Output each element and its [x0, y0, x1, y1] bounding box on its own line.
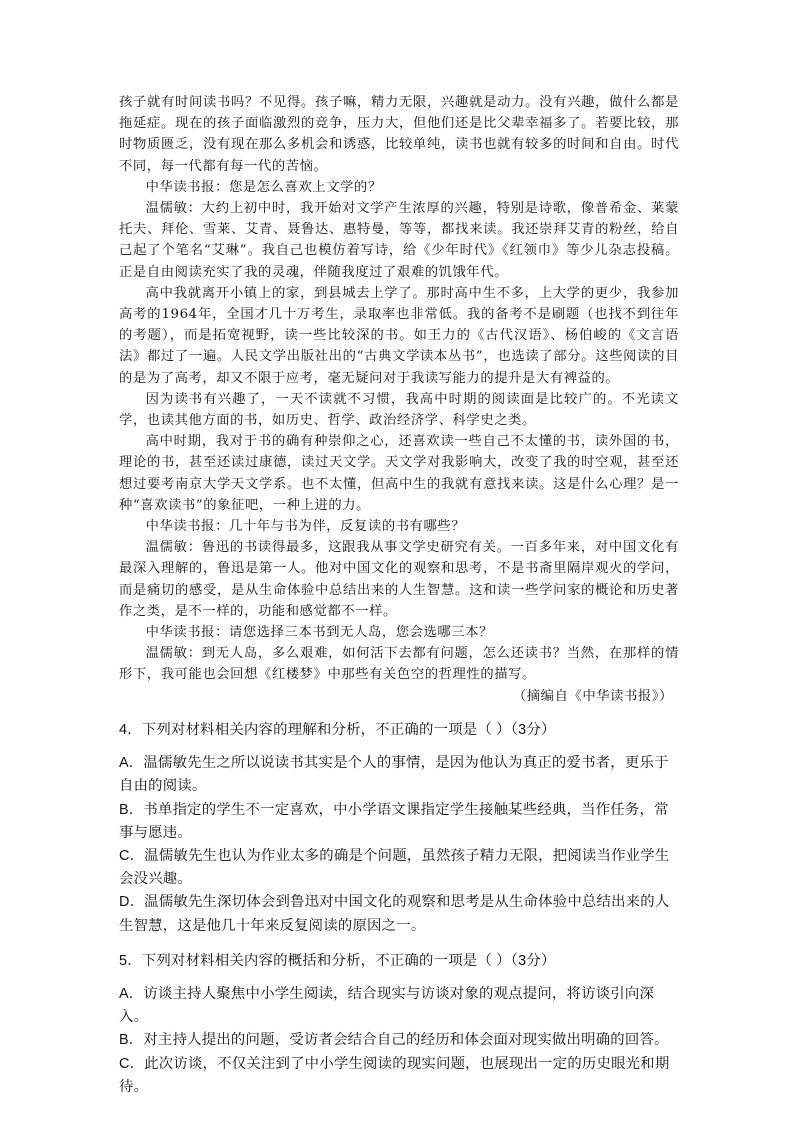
question-stem: 5．下列对材料相关内容的概括和分析，不正确的一项是（ ）（3分） [119, 952, 556, 969]
passage-paragraph: 高中我就离开小镇上的家，到县城去上学了。那时高中生不多，上大学的更少，我参加高考的1964年，全国才几十万考生，录取率也非常低。我的备考不是刷题（也找不到往年的考题），而是拓宽视野，读一些比较深的书。如王力的《古代汉语》、杨伯峻的《文言语法》都过了一遍。人民文学出版社出的“古典文学读本丛书”，也选读了部分。这些阅读的目的是为了高考，却又不限于应考，毫无疑问对于我读写能力的提升是大有裨益的。 [119, 285, 679, 386]
passage-source: （摘编自《中华读书报》） [512, 688, 673, 704]
question-section [119, 719, 679, 1099]
option-a: A．温儒敏先生之所以说读书其实是个人的事情，是因为他认为真正的爱书者，更乐于自由的阅读。 [119, 755, 669, 795]
question-stem: 4．下列对材料相关内容的理解和分析，不正确的一项是（ ）（3分） [119, 721, 556, 738]
option-b: B．书单指定的学生不一定喜欢，中小学语文课指定学生接触某些经典，当作任务，常事与愿违。 [119, 801, 669, 841]
option-d: D．温儒敏先生深切体会到鲁迅对中国文化的观察和思考是从生命体验中总结出来的人生智慧，这是他几十年来反复阅读的原因之一。 [119, 894, 670, 934]
interview-question: 中华读书报：请您选择三本书到无人岛，您会选哪三本？ [145, 625, 494, 641]
interview-answer: 温儒敏：鲁迅的书读得最多，这跟我从事文学史研究有关。一百多年来，对中国文化有最深入理解的，鲁迅是第一人。他对中国文化的观察和思考，不是书斋里隔岸观火的学问，而是痛切的感受，是从生命体验中总结出来的人生智慧。这和读一些学问家的概论和历史著作之类，是不一样的，功能和感觉都不一样。 [119, 540, 679, 619]
interview-answer: 温儒敏：大约上初中时，我开始对文学产生浓厚的兴趣，特别是诗歌，像普希金、莱蒙托夫、拜伦、雪莱、艾青、聂鲁达、惠特曼，等等，都找来读。我还崇拜艾青的粉丝，给自己起了个笔名“艾琳”。我自己也模仿着写诗，给《少年时代》《红领巾》等少儿杂志投稿。正是自由阅读充实了我的灵魂，伴随我度过了艰难的饥饿年代。 [119, 201, 679, 280]
option-a: A．访谈主持人聚焦中小学生阅读，结合现实与访谈对象的观点提问，将访谈引向深入。 [119, 985, 655, 1026]
interview-question: 中华读书报：几十年与书为伴，反复读的书有哪些？ [145, 519, 466, 535]
passage-paragraph: 高中时期，我对于书的确有种崇仰之心，还喜欢读一些自己不太懂的书，读外国的书，理论的书，甚至还读过康德，读过天文学。天文学对我影响大，改变了我的时空观，甚至还想过要考南京大学天文学系。也不太懂，但高中生的我就有意找来读。这是什么心理？是一种“喜欢读书”的象征吧，一种上进的力。 [119, 434, 679, 513]
question-5 [119, 950, 679, 1099]
option-c: C．此次访谈，不仅关注到了中小学生阅读的现实问题，也展现出一定的历史眼光和期待。 [119, 1055, 670, 1095]
interview-answer: 温儒敏：到无人岛，多么艰难，如何活下去都有问题，怎么还读书？当然，在那样的情形下，我可能也会回想《红楼梦》中那些有关色空的哲理性的描写。 [119, 646, 679, 683]
document-page [119, 92, 679, 1111]
passage-paragraph: 因为读书有兴趣了，一天不读就不习惯，我高中时期的阅读面是比较广的。不光读文学，也读其他方面的书，如历史、哲学、政治经济学、科学史之类。 [119, 391, 679, 429]
question-4 [119, 719, 679, 938]
option-c: C．温儒敏先生也认为作业太多的确是个问题，虽然孩子精力无限，把阅读当作业学生会没兴趣。 [119, 847, 670, 888]
reading-passage [119, 92, 679, 707]
option-b: B．对主持人提出的问题，受访者会结合自己的经历和体会面对现实做出明确的回答。 [119, 1032, 669, 1049]
passage-paragraph: 孩子就有时间读书吗？不见得。孩子嘛，精力无限，兴趣就是动力。没有兴趣，做什么都是拖延症。现在的孩子面临激烈的竞争，压力大，但他们还是比父辈幸福多了。若要比较，那时物质匮乏，没有现在那么多机会和诱惑，比较单纯，读书也就有较多的时间和自由。时代不同，每一代都有每一代的苦恼。 [119, 95, 679, 174]
interview-question: 中华读书报：您是怎么喜欢上文学的？ [145, 179, 382, 195]
